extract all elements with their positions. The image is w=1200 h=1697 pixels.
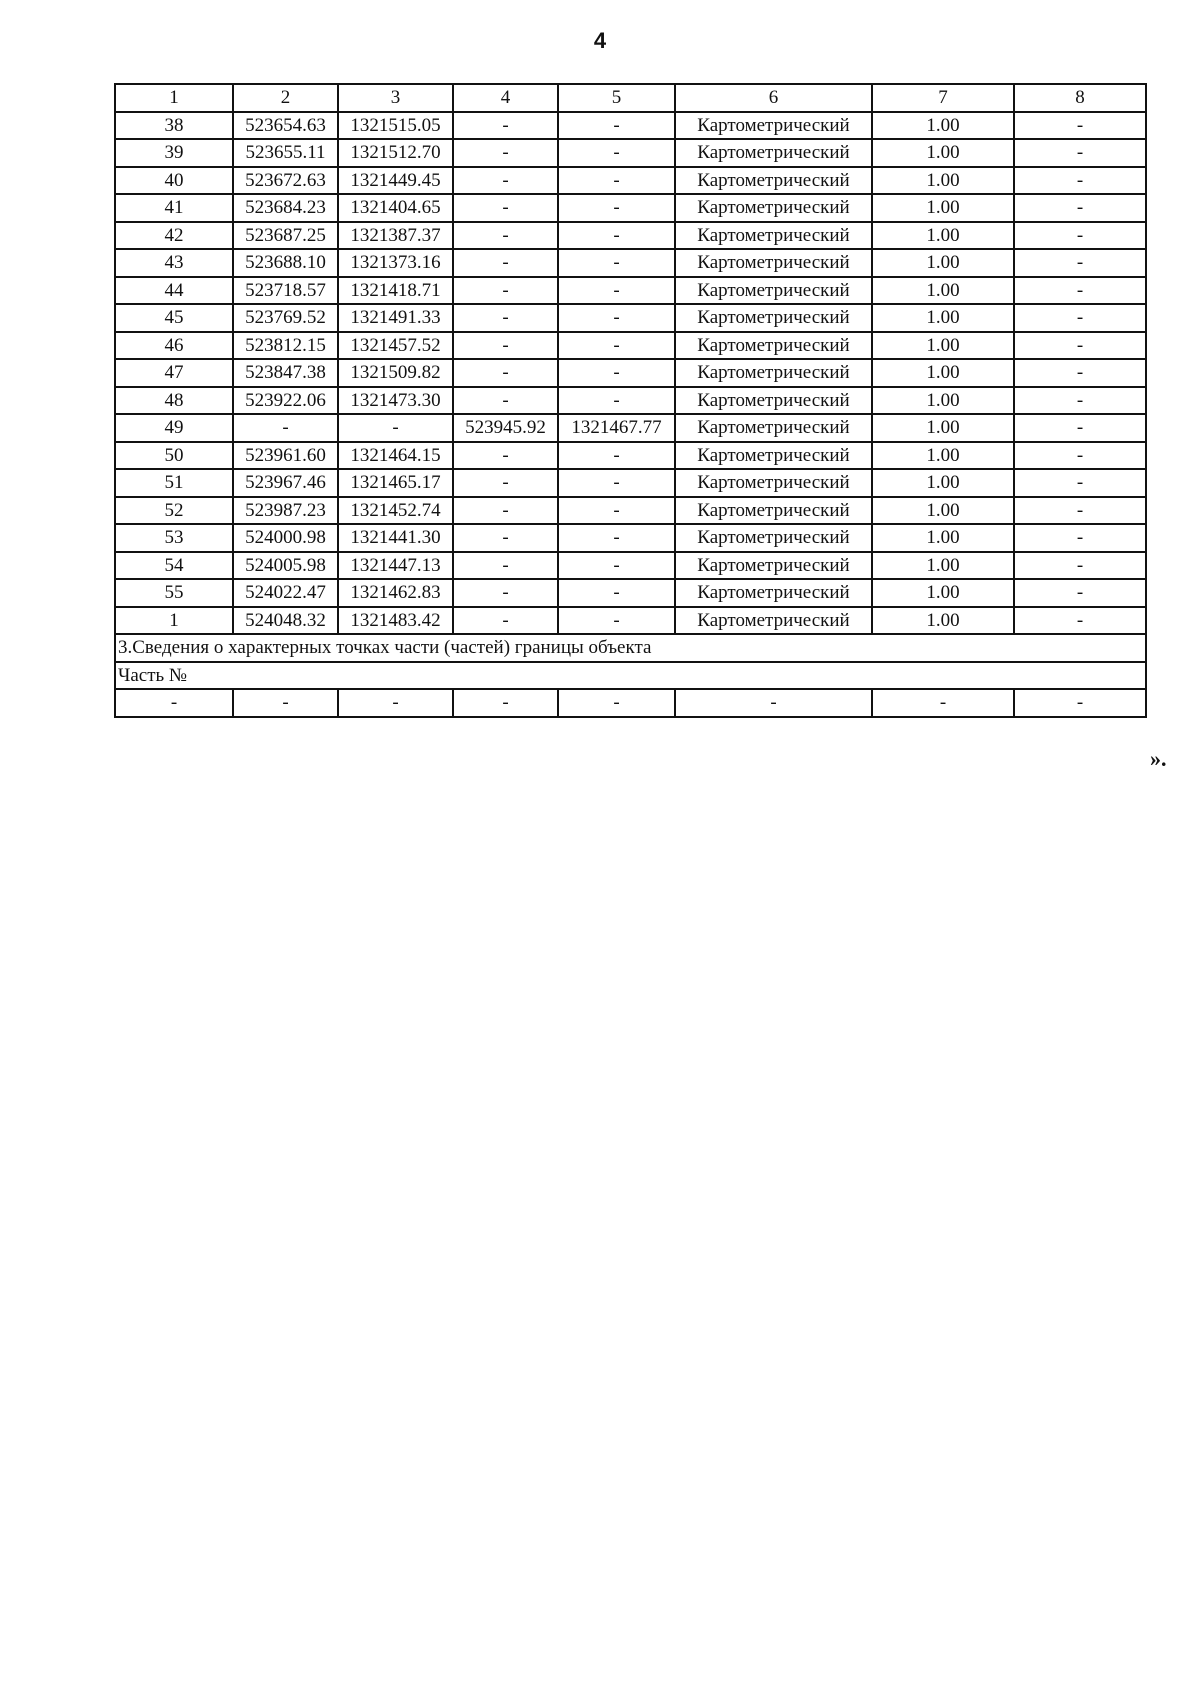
table-cell: - (115, 689, 233, 717)
table-cell: Картометрический (675, 359, 872, 387)
table-cell: 54 (115, 552, 233, 580)
table-cell: 523922.06 (233, 387, 338, 415)
table-cell: 523684.23 (233, 194, 338, 222)
table-cell: - (453, 579, 558, 607)
table-cell: - (453, 167, 558, 195)
table-cell: - (1014, 469, 1146, 497)
table-cell: 1.00 (872, 387, 1014, 415)
table-row (115, 442, 1146, 470)
page-number: 4 (593, 28, 607, 53)
table-cell: 524000.98 (233, 524, 338, 552)
table-cell: 1.00 (872, 277, 1014, 305)
table-cell: Картометрический (675, 304, 872, 332)
table-row (115, 112, 1146, 140)
table-cell: - (453, 524, 558, 552)
table-cell: 52 (115, 497, 233, 525)
table-cell: - (1014, 552, 1146, 580)
table-cell: 1321447.13 (338, 552, 453, 580)
table-cell: - (1014, 414, 1146, 442)
table-row (115, 524, 1146, 552)
table-cell: 1321418.71 (338, 277, 453, 305)
table-cell: 1.00 (872, 524, 1014, 552)
table-cell: 50 (115, 442, 233, 470)
table-cell: 523718.57 (233, 277, 338, 305)
table-cell: - (558, 552, 675, 580)
table-cell: 55 (115, 579, 233, 607)
table-cell: - (558, 359, 675, 387)
table-cell: - (558, 222, 675, 250)
table-cell: 53 (115, 524, 233, 552)
table-body (115, 84, 1146, 717)
header-cell: 3 (338, 84, 453, 112)
table-cell: 1.00 (872, 167, 1014, 195)
table-cell: 1321483.42 (338, 607, 453, 635)
table-cell: 1.00 (872, 442, 1014, 470)
table-cell: Картометрический (675, 332, 872, 360)
table-cell: - (558, 524, 675, 552)
table-cell: - (453, 304, 558, 332)
table-cell: Картометрический (675, 194, 872, 222)
table-cell: 47 (115, 359, 233, 387)
table-cell: - (1014, 442, 1146, 470)
table-cell: 1321449.45 (338, 167, 453, 195)
table-cell: Картометрический (675, 249, 872, 277)
table-cell: Картометрический (675, 607, 872, 635)
table-row (115, 387, 1146, 415)
table-cell: 1321467.77 (558, 414, 675, 442)
table-cell: - (1014, 579, 1146, 607)
header-cell: 7 (872, 84, 1014, 112)
table-cell: 48 (115, 387, 233, 415)
table-cell: Картометрический (675, 469, 872, 497)
table-cell: 39 (115, 139, 233, 167)
table-cell: 1 (115, 607, 233, 635)
table-cell: 1321373.16 (338, 249, 453, 277)
table-cell: 1321441.30 (338, 524, 453, 552)
table-row (115, 194, 1146, 222)
table-cell: - (558, 304, 675, 332)
table-row (115, 607, 1146, 635)
header-cell: 8 (1014, 84, 1146, 112)
table-cell: - (453, 194, 558, 222)
table-cell: 523961.60 (233, 442, 338, 470)
header-cell: 4 (453, 84, 558, 112)
header-cell: 2 (233, 84, 338, 112)
table-cell: 51 (115, 469, 233, 497)
table-cell: 1321509.82 (338, 359, 453, 387)
table-cell: - (453, 689, 558, 717)
table-cell: 1.00 (872, 359, 1014, 387)
table-cell: - (558, 387, 675, 415)
table-row (115, 552, 1146, 580)
table-row (115, 497, 1146, 525)
table-cell: - (453, 359, 558, 387)
table-cell: - (558, 607, 675, 635)
table-cell: 49 (115, 414, 233, 442)
table-cell: Картометрический (675, 579, 872, 607)
table-cell: - (1014, 607, 1146, 635)
table-row (115, 167, 1146, 195)
table-row (115, 469, 1146, 497)
table-cell: - (558, 139, 675, 167)
table-cell: - (558, 167, 675, 195)
table-cell: - (558, 277, 675, 305)
closing-quote-mark: ». (1150, 746, 1167, 771)
table-cell: - (453, 139, 558, 167)
table-cell: - (453, 497, 558, 525)
table-cell: 1.00 (872, 469, 1014, 497)
table-cell: 45 (115, 304, 233, 332)
table-row (115, 222, 1146, 250)
table-cell: 523688.10 (233, 249, 338, 277)
table-cell: 1.00 (872, 607, 1014, 635)
table-cell: 523687.25 (233, 222, 338, 250)
table-cell: - (1014, 497, 1146, 525)
table-cell: 1321457.52 (338, 332, 453, 360)
table-cell: 1.00 (872, 414, 1014, 442)
table-cell: - (558, 497, 675, 525)
table-cell: 1321515.05 (338, 112, 453, 140)
table-cell: - (233, 414, 338, 442)
table-cell: - (558, 579, 675, 607)
table-cell: 1321404.65 (338, 194, 453, 222)
table-cell: - (453, 387, 558, 415)
table-cell: - (675, 689, 872, 717)
table-cell: - (558, 442, 675, 470)
table-cell: - (338, 689, 453, 717)
table-cell: - (453, 332, 558, 360)
table-cell: 1321473.30 (338, 387, 453, 415)
table-cell: - (1014, 249, 1146, 277)
table-cell: 523945.92 (453, 414, 558, 442)
table-cell: 1.00 (872, 579, 1014, 607)
table-cell: - (1014, 277, 1146, 305)
coordinates-table (114, 83, 1147, 718)
header-cell: 5 (558, 84, 675, 112)
table-cell: 523812.15 (233, 332, 338, 360)
table-cell: - (558, 194, 675, 222)
table-cell: Картометрический (675, 552, 872, 580)
header-cell: 6 (675, 84, 872, 112)
table-cell: Картометрический (675, 112, 872, 140)
table-cell: 1.00 (872, 552, 1014, 580)
table-cell: - (1014, 332, 1146, 360)
table-cell: 43 (115, 249, 233, 277)
table-cell: - (453, 552, 558, 580)
table-cell: - (338, 414, 453, 442)
table-cell: - (1014, 524, 1146, 552)
table-cell: - (558, 689, 675, 717)
table-cell: - (1014, 359, 1146, 387)
table-cell: - (453, 249, 558, 277)
header-cell: 1 (115, 84, 233, 112)
table-cell: 524048.32 (233, 607, 338, 635)
table-cell: 1321465.17 (338, 469, 453, 497)
table-cell: 1.00 (872, 304, 1014, 332)
table-cell: 44 (115, 277, 233, 305)
table-cell: 1.00 (872, 194, 1014, 222)
table-cell: - (453, 442, 558, 470)
table-row (115, 304, 1146, 332)
table-cell: - (453, 222, 558, 250)
table-cell: Картометрический (675, 139, 872, 167)
table-cell: - (233, 689, 338, 717)
table-cell: 523672.63 (233, 167, 338, 195)
table-cell: 1.00 (872, 139, 1014, 167)
table-cell: 1321512.70 (338, 139, 453, 167)
table-cell: 46 (115, 332, 233, 360)
table-cell: 523847.38 (233, 359, 338, 387)
table-cell: Картометрический (675, 524, 872, 552)
part-label: Часть № (115, 662, 1146, 690)
table-cell: 41 (115, 194, 233, 222)
table-cell: 523967.46 (233, 469, 338, 497)
empty-part-row (115, 689, 1146, 717)
table-cell: Картометрический (675, 414, 872, 442)
table-cell: - (1014, 167, 1146, 195)
table-cell: 40 (115, 167, 233, 195)
section-title: 3.Сведения о характерных точках части (частей) границы объекта (115, 634, 1146, 662)
table-cell: 1.00 (872, 249, 1014, 277)
table-cell: 1.00 (872, 222, 1014, 250)
table-cell: 523654.63 (233, 112, 338, 140)
table-cell: 523655.11 (233, 139, 338, 167)
table-row (115, 579, 1146, 607)
section-title-row (115, 634, 1146, 662)
table-cell: Картометрический (675, 497, 872, 525)
table-cell: 42 (115, 222, 233, 250)
table-cell: - (453, 469, 558, 497)
table-row (115, 414, 1146, 442)
coordinates-table-wrapper (114, 83, 1147, 718)
table-cell: - (872, 689, 1014, 717)
table-cell: 1.00 (872, 332, 1014, 360)
table-cell: - (453, 277, 558, 305)
table-cell: 524022.47 (233, 579, 338, 607)
table-cell: 523987.23 (233, 497, 338, 525)
table-cell: - (1014, 194, 1146, 222)
table-cell: 1321452.74 (338, 497, 453, 525)
table-cell: 523769.52 (233, 304, 338, 332)
table-cell: - (558, 332, 675, 360)
table-cell: Картометрический (675, 277, 872, 305)
table-cell: - (453, 112, 558, 140)
table-row (115, 332, 1146, 360)
table-cell: 1321387.37 (338, 222, 453, 250)
table-cell: - (1014, 112, 1146, 140)
part-label-row (115, 662, 1146, 690)
table-cell: 1321464.15 (338, 442, 453, 470)
table-cell: 524005.98 (233, 552, 338, 580)
table-cell: - (1014, 139, 1146, 167)
table-cell: Картометрический (675, 442, 872, 470)
table-row (115, 139, 1146, 167)
table-cell: Картометрический (675, 167, 872, 195)
table-cell: - (453, 607, 558, 635)
table-cell: Картометрический (675, 387, 872, 415)
table-cell: 1321462.83 (338, 579, 453, 607)
table-cell: - (1014, 304, 1146, 332)
table-cell: - (1014, 387, 1146, 415)
table-cell: 1321491.33 (338, 304, 453, 332)
table-cell: - (558, 249, 675, 277)
table-cell: - (558, 112, 675, 140)
table-row (115, 277, 1146, 305)
table-cell: - (558, 469, 675, 497)
table-row (115, 249, 1146, 277)
header-row (115, 84, 1146, 112)
table-cell: 1.00 (872, 112, 1014, 140)
table-cell: 38 (115, 112, 233, 140)
table-row (115, 359, 1146, 387)
table-cell: - (1014, 222, 1146, 250)
table-cell: - (1014, 689, 1146, 717)
table-cell: 1.00 (872, 497, 1014, 525)
table-cell: Картометрический (675, 222, 872, 250)
